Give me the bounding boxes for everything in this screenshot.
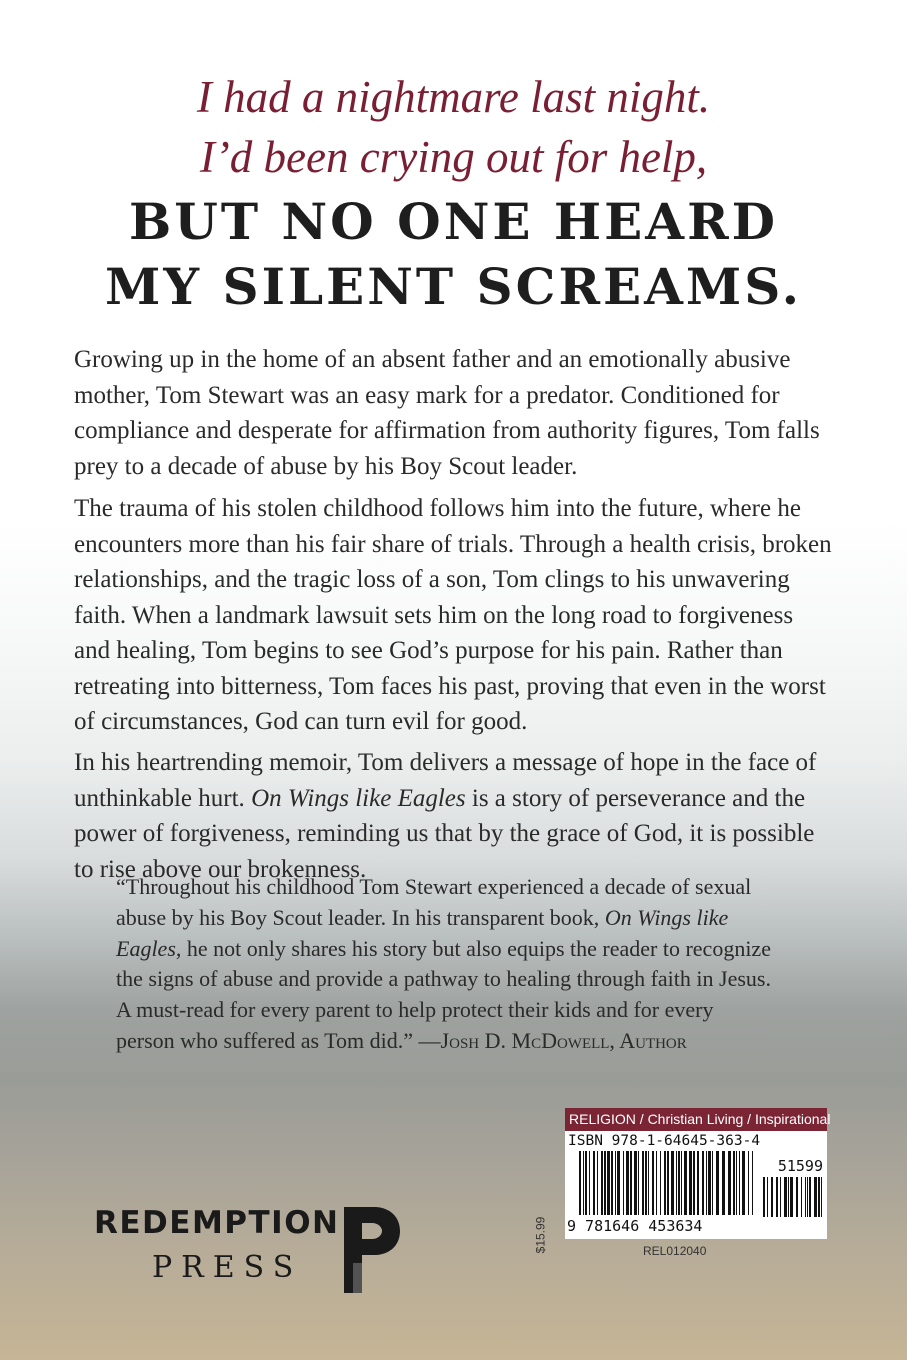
barcode-bar bbox=[681, 1151, 682, 1215]
barcode-bar bbox=[752, 1151, 753, 1215]
barcode-addon-bar bbox=[805, 1177, 806, 1217]
barcode-bar bbox=[623, 1151, 624, 1215]
barcode-bar bbox=[706, 1151, 707, 1215]
publisher-name-top: REDEMPTION bbox=[94, 1205, 340, 1241]
book-title: On Wings like Eagles bbox=[251, 784, 466, 812]
barcode-bar bbox=[630, 1151, 632, 1215]
barcode-addon-bar bbox=[809, 1177, 811, 1217]
paragraph-3-text-b: is a story of perseverance and the power of forgiveness, reminding us that by the grace of God, it is possible to rise above our brokenness. bbox=[74, 784, 815, 883]
barcode-bar bbox=[585, 1151, 587, 1215]
quote-book-title: On Wings like Eagles bbox=[116, 904, 729, 961]
barcode-bar bbox=[601, 1151, 603, 1215]
barcode-addon-bar bbox=[801, 1177, 802, 1217]
isbn-number: ISBN 978-1-64645-363-4 bbox=[568, 1133, 761, 1149]
barcode-bar bbox=[736, 1151, 737, 1215]
barcode-addon-bar bbox=[790, 1177, 793, 1217]
barcode-bar bbox=[589, 1151, 590, 1215]
paragraph-3-text-a: In his heartrending memoir, Tom delivers a message of hope in the face of unthinkable hurt. bbox=[74, 749, 817, 812]
barcode-addon-bar bbox=[771, 1177, 773, 1217]
quote-attribution: —Josh D. McDowell, Author bbox=[418, 1027, 687, 1053]
headline-line-4: MY SILENT SCREAMS. bbox=[105, 257, 802, 316]
headline-line-1: I had a nightmare last night. bbox=[196, 72, 711, 122]
barcode-addon-bar bbox=[784, 1177, 787, 1217]
barcode-bar bbox=[716, 1151, 719, 1215]
headline-line-2: I’d been crying out for help, bbox=[199, 132, 708, 182]
barcode-bar bbox=[579, 1151, 581, 1215]
barcode-addon-bar bbox=[814, 1177, 817, 1217]
barcode-bar bbox=[642, 1151, 644, 1215]
barcode-bar bbox=[728, 1151, 731, 1215]
barcode-bar bbox=[671, 1151, 674, 1215]
barcode bbox=[565, 1131, 827, 1239]
ean-digits: 9 781646 453634 bbox=[567, 1217, 703, 1235]
quote-text-b: , he not only shares his story but also equips the reader to recognize the signs of abuse and provide a pathway to healing through faith in Jesus. A must-read for every parent to help protect their kids and for every person who suffered as Tom did.” bbox=[116, 935, 771, 1053]
barcode-bar bbox=[733, 1151, 735, 1215]
barcode-addon-bar bbox=[788, 1177, 789, 1217]
barcode-addon-bar bbox=[818, 1177, 820, 1217]
barcode-bar bbox=[664, 1151, 666, 1215]
endorsement-quote bbox=[116, 872, 776, 1057]
bisac-code: REL012040 bbox=[643, 1244, 707, 1258]
barcode-bar bbox=[604, 1151, 606, 1215]
quote-text-a: “Throughout his childhood Tom Stewart experienced a decade of sexual abuse by his Boy Scout leader. In his transparent book, bbox=[116, 874, 752, 930]
publisher-name-bottom: PRESS bbox=[152, 1250, 303, 1285]
barcode-bar bbox=[702, 1151, 704, 1215]
paragraph-3 bbox=[74, 745, 834, 887]
barcode-addon-bar bbox=[821, 1177, 822, 1217]
category-label: RELIGION / Christian Living / Inspirational bbox=[565, 1108, 827, 1131]
barcode-bar bbox=[597, 1151, 598, 1215]
barcode-addon-bar bbox=[763, 1177, 765, 1217]
barcode-bar bbox=[607, 1151, 610, 1215]
barcode-bar bbox=[652, 1151, 654, 1215]
barcode-bar bbox=[617, 1151, 620, 1215]
barcode-addon-bar bbox=[807, 1177, 808, 1217]
barcode-bar bbox=[689, 1151, 692, 1215]
barcode-bar bbox=[684, 1151, 687, 1215]
barcode-bar bbox=[678, 1151, 680, 1215]
paragraph-1: Growing up in the home of an absent father and an emotionally abusive mother, Tom Stewart was an easy mark for a predator. Conditioned for compliance and desperate for affirmation from authority figures, Tom falls prey to a decade of abuse by his Boy Scout leader. bbox=[74, 346, 820, 480]
publisher-logo bbox=[94, 1205, 414, 1295]
barcode-bar bbox=[656, 1151, 657, 1215]
barcode-bar bbox=[648, 1151, 649, 1215]
barcode-bar bbox=[676, 1151, 677, 1215]
barcode-addon-bar bbox=[780, 1177, 781, 1217]
barcode-bar bbox=[697, 1151, 699, 1215]
barcode-bar bbox=[739, 1151, 740, 1215]
barcode-bar bbox=[708, 1151, 711, 1215]
paragraph-2: The trauma of his stolen childhood follows him into the future, where he encounters more than his fair share of trials. Through a health crisis, broken relationships, and the tragic loss of a son, Tom clings to his unwavering faith. When a landmark lawsuit sets him on the long road to forgiveness and healing, Tom begins to see God’s purpose for his pain. Rather than retreating into bitterness, Tom faces his past, proving that even in the worst of circumstances, God can turn evil for good. bbox=[74, 495, 832, 735]
barcode-bar bbox=[712, 1151, 713, 1215]
barcode-bar bbox=[615, 1151, 616, 1215]
barcode-bar bbox=[667, 1151, 669, 1215]
barcode-addon-bar bbox=[776, 1177, 778, 1217]
barcode-bar bbox=[583, 1151, 584, 1215]
price-code: 51599 bbox=[777, 1157, 823, 1175]
price-label: $15.99 bbox=[533, 1216, 548, 1254]
barcode-bar bbox=[693, 1151, 695, 1215]
barcode-bar bbox=[593, 1151, 595, 1215]
publisher-p-mark-icon bbox=[344, 1207, 402, 1293]
barcode-bar bbox=[660, 1151, 661, 1215]
barcode-addon-bar bbox=[767, 1177, 768, 1217]
barcode-bar bbox=[634, 1151, 637, 1215]
barcode-bar bbox=[611, 1151, 613, 1215]
barcode-bar bbox=[748, 1151, 749, 1215]
barcode-bar bbox=[638, 1151, 639, 1215]
barcode-bar bbox=[645, 1151, 647, 1215]
barcode-bar bbox=[722, 1151, 725, 1215]
headline-line-3: BUT NO ONE HEARD bbox=[129, 192, 778, 251]
barcode-bar bbox=[742, 1151, 745, 1215]
barcode-addon-bar bbox=[796, 1177, 798, 1217]
barcode-bar bbox=[626, 1151, 629, 1215]
